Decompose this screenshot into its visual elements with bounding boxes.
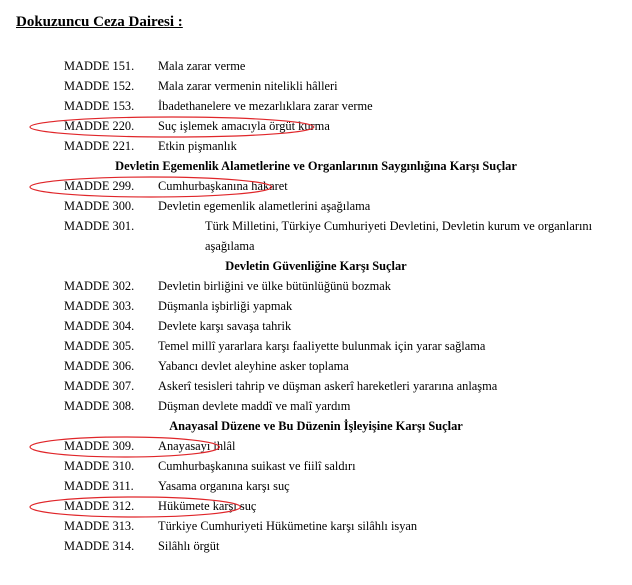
article-title: Silâhlı örgüt [158, 539, 220, 553]
article-number: MADDE 307. [64, 379, 135, 393]
article-number: MADDE 313. [64, 519, 135, 533]
article-row [0, 496, 632, 516]
article-number: MADDE 301. [64, 219, 135, 233]
article-row [0, 136, 632, 156]
article-row [0, 376, 632, 396]
article-number: MADDE 152. [64, 79, 135, 93]
article-title-continuation-row [0, 236, 632, 256]
article-title: İbadethanelere ve mezarlıklara zarar verme [158, 99, 373, 113]
article-title: Devlete karşı savaşa tahrik [158, 319, 292, 333]
article-title: Anayasayı ihlâl [158, 439, 236, 453]
article-title: Yabancı devlet aleyhine asker toplama [158, 359, 349, 373]
article-row [0, 96, 632, 116]
section-heading-text: Anayasal Düzene ve Bu Düzenin İşleyişine Karşı Suçlar [169, 419, 463, 433]
article-number: MADDE 311. [64, 479, 134, 493]
article-title: Temel millî yararlara karşı faaliyette bulunmak için yarar sağlama [158, 339, 486, 353]
article-row [0, 276, 632, 296]
article-row [0, 476, 632, 496]
article-number: MADDE 310. [64, 459, 135, 473]
section-heading [0, 416, 632, 436]
article-row [0, 536, 632, 556]
article-title-continuation: aşağılama [205, 239, 255, 253]
article-row [0, 176, 632, 196]
article-row [0, 56, 632, 76]
article-title: Düşmanla işbirliği yapmak [158, 299, 293, 313]
article-number: MADDE 221. [64, 139, 135, 153]
section-heading [0, 156, 632, 176]
section-heading-text: Devletin Güvenliğine Karşı Suçlar [225, 259, 407, 273]
article-number: MADDE 303. [64, 299, 135, 313]
article-title: Devletin birliğini ve ülke bütünlüğünü bozmak [158, 279, 391, 293]
article-row [0, 216, 632, 236]
article-number: MADDE 304. [64, 319, 135, 333]
article-number: MADDE 302. [64, 279, 135, 293]
article-number: MADDE 151. [64, 59, 135, 73]
article-title: Devletin egemenlik alametlerini aşağılama [158, 199, 371, 213]
article-title: Türkiye Cumhuriyeti Hükümetine karşı silâhlı isyan [158, 519, 418, 533]
article-title: Hükümete karşı suç [158, 499, 257, 513]
article-number: MADDE 220. [64, 119, 135, 133]
article-title: Türk Milletini, Türkiye Cumhuriyeti Devletini, Devletin kurum ve organlarını [205, 219, 593, 233]
article-number: MADDE 299. [64, 179, 135, 193]
article-row [0, 516, 632, 536]
article-row [0, 196, 632, 216]
article-row [0, 76, 632, 96]
article-row [0, 436, 632, 456]
article-number: MADDE 309. [64, 439, 135, 453]
article-row [0, 396, 632, 416]
article-number: MADDE 153. [64, 99, 135, 113]
page-heading: Dokuzuncu Ceza Dairesi : [16, 14, 183, 30]
article-row [0, 116, 632, 136]
section-heading [0, 256, 632, 276]
article-title: Cumhurbaşkanına suikast ve fiilî saldırı [158, 459, 356, 473]
article-row [0, 336, 632, 356]
article-row [0, 356, 632, 376]
article-title: Mala zarar verme [158, 59, 246, 73]
article-row [0, 456, 632, 476]
article-number: MADDE 314. [64, 539, 135, 553]
section-heading-text: Devletin Egemenlik Alametlerine ve Organlarının Saygınlığına Karşı Suçlar [115, 159, 517, 173]
article-number: MADDE 306. [64, 359, 135, 373]
article-title: Etkin pişmanlık [158, 139, 237, 153]
article-row [0, 316, 632, 336]
article-title: Askerî tesisleri tahrip ve düşman askerî hareketleri yararına anlaşma [158, 379, 498, 393]
article-title: Cumhurbaşkanına hakaret [158, 179, 288, 193]
article-number: MADDE 305. [64, 339, 135, 353]
article-title: Yasama organına karşı suç [158, 479, 290, 493]
article-title: Suç işlemek amacıyla örgüt kurma [158, 119, 330, 133]
article-row [0, 296, 632, 316]
article-number: MADDE 300. [64, 199, 135, 213]
article-title: Mala zarar vermenin nitelikli hâlleri [158, 79, 338, 93]
article-title: Düşman devlete maddî ve malî yardım [158, 399, 351, 413]
article-number: MADDE 308. [64, 399, 135, 413]
article-number: MADDE 312. [64, 499, 135, 513]
